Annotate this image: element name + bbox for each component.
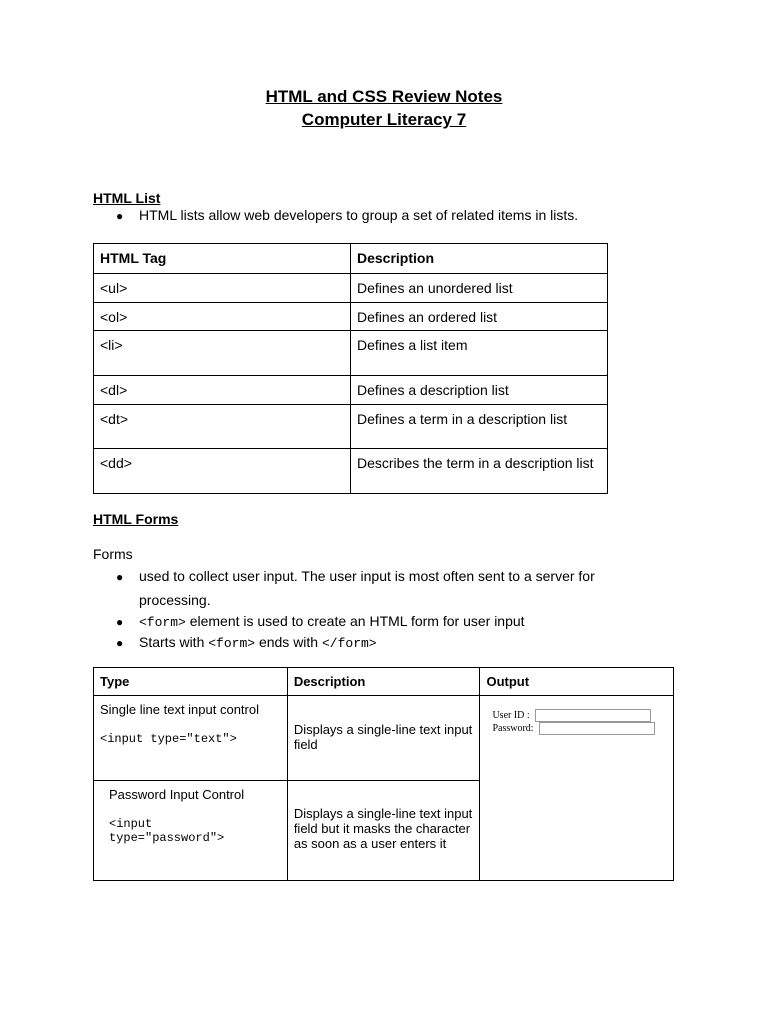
header-description: Description (351, 244, 608, 274)
html-forms-heading: HTML Forms (93, 511, 179, 527)
desc-cell: Displays a single-line text input field (287, 696, 480, 781)
bullet-icon: ● (116, 570, 124, 584)
type-cell (94, 781, 288, 881)
forms-bullet-2-text: element is used to create an HTML form for user input (185, 613, 525, 629)
bullet-icon: ● (116, 636, 124, 650)
desc-cell: Defines an unordered list (351, 274, 608, 303)
forms-bullet-1-line1: used to collect user input. The user input is most often sent to a server for (139, 568, 595, 584)
tag-cell: <dt> (94, 405, 351, 449)
type-label: Password Input Control (109, 787, 245, 802)
forms-bullet-1-line2: processing. (139, 592, 211, 608)
type-code-line2: type="password"> (109, 831, 225, 845)
code-form-open: <form> (208, 636, 256, 651)
tag-cell: <ol> (94, 303, 351, 331)
forms-bullet-3-text-a: Starts with (139, 634, 209, 650)
type-code: <input type="text"> (100, 732, 237, 746)
password-label: Password: (492, 723, 534, 734)
desc-cell: Defines an ordered list (351, 303, 608, 331)
desc-cell: Describes the term in a description list (351, 449, 608, 494)
table-row (94, 331, 608, 376)
header-description: Description (287, 668, 480, 696)
forms-bullet-2 (139, 613, 525, 630)
table-header-row (94, 244, 608, 274)
tag-cell: <ul> (94, 274, 351, 303)
table-row (94, 274, 608, 303)
password-input[interactable] (539, 722, 655, 735)
output-cell (480, 696, 674, 881)
table-row (94, 405, 608, 449)
forms-subheading: Forms (93, 546, 133, 562)
desc-cell: Defines a term in a description list (351, 405, 608, 449)
html-list-heading: HTML List (93, 190, 161, 206)
header-html-tag: HTML Tag (94, 244, 351, 274)
desc-cell: Defines a description list (351, 376, 608, 405)
code-form-tag: <form> (139, 615, 186, 630)
type-label: Single line text input control (100, 702, 259, 717)
html-list-table (93, 243, 608, 494)
desc-cell: Displays a single-line text input field but it masks the character as soon as a user enters it (287, 781, 480, 881)
table-row (94, 303, 608, 331)
html-forms-table (93, 667, 674, 881)
table-header-row (94, 668, 674, 696)
table-row (94, 449, 608, 494)
userid-input[interactable] (535, 709, 651, 722)
desc-cell: Defines a list item (351, 331, 608, 376)
tag-cell: <dd> (94, 449, 351, 494)
html-list-description: HTML lists allow web developers to group a set of related items in lists. (139, 207, 579, 223)
tag-cell: <dl> (94, 376, 351, 405)
tag-cell: <li> (94, 331, 351, 376)
forms-bullet-3-text-b: ends with (255, 634, 322, 650)
header-output: Output (480, 668, 674, 696)
type-code-line1: <input (109, 817, 153, 831)
document-title: HTML and CSS Review Notes (265, 87, 503, 106)
table-row (94, 696, 674, 781)
type-cell (94, 696, 288, 781)
bullet-icon: ● (116, 615, 124, 629)
table-row (94, 376, 608, 405)
code-form-close: </form> (322, 636, 377, 651)
header-type: Type (94, 668, 288, 696)
document-subtitle: Computer Literacy 7 (301, 110, 467, 129)
forms-bullet-3 (139, 634, 377, 651)
bullet-icon: ● (116, 209, 124, 223)
userid-label: User ID : (492, 710, 530, 721)
